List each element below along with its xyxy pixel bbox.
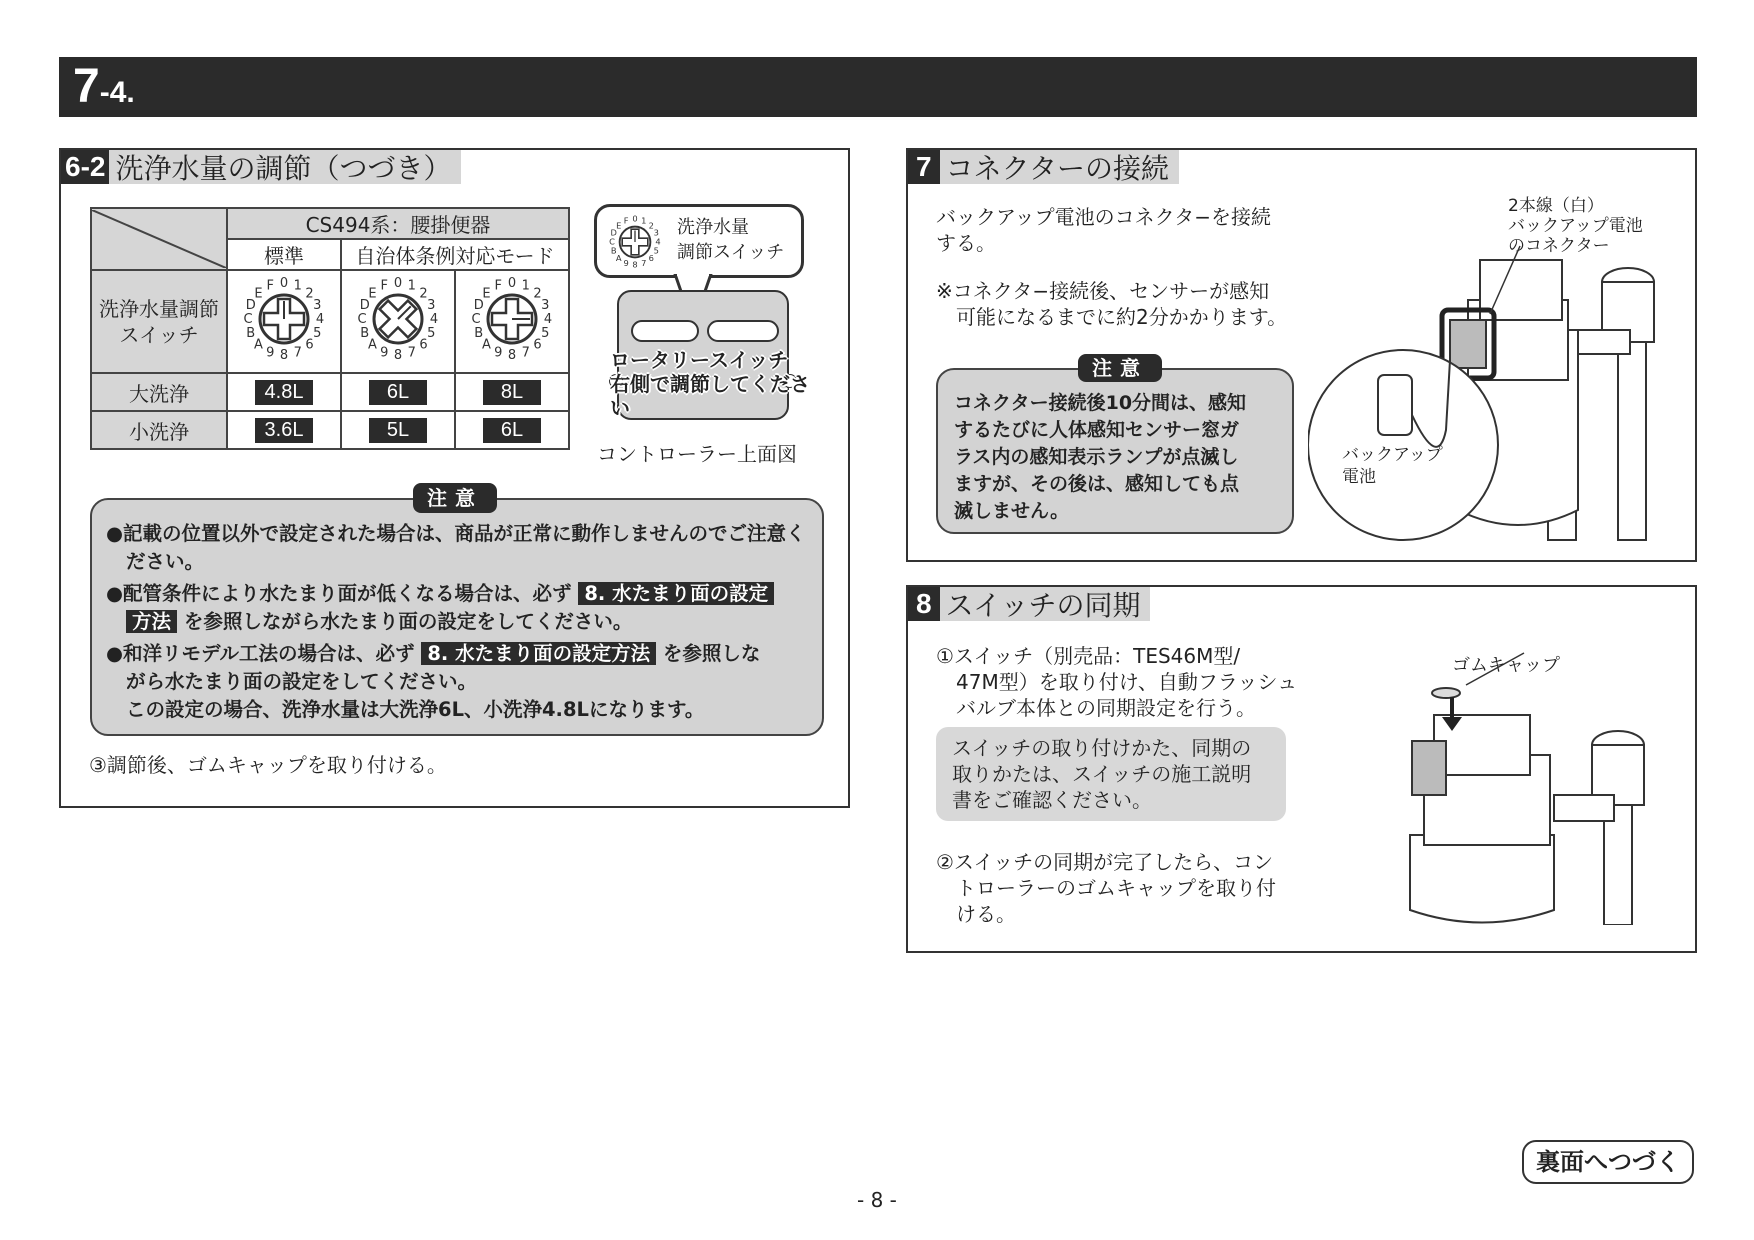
dial-digit: 7 [641, 257, 647, 268]
sec7-caution-text: コネクター接続後10分間は、感知 するたびに人体感知センサー窓ガ ラス内の感知表示ランプが点滅し ますが、その後は、感知しても点 滅しません。 [954, 392, 1247, 522]
row-small-label: 小洗浄 [91, 411, 227, 449]
label-wire: 2本線（白） バックアップ電池 のコネクター [1508, 196, 1643, 256]
table-corner [91, 208, 227, 270]
heading-number: 8 [908, 587, 940, 621]
cell-large-3: 8L [455, 373, 569, 411]
dial-cell-1 [227, 270, 341, 373]
rotary-dial-icon [603, 210, 667, 274]
dial-digit: B [246, 325, 256, 341]
dial-digit: 0 [632, 213, 638, 224]
link-water-surface-cont[interactable]: 方法 [126, 610, 177, 633]
heading-number: 6-2 [61, 150, 109, 184]
dial-digit: D [245, 298, 256, 314]
dial-digit: B [360, 325, 370, 341]
dial-digit: 4 [429, 312, 439, 327]
rotary-label: ロータリースイッチ 右側で調節してください [610, 348, 810, 420]
dial-digit: 8 [632, 259, 638, 270]
dial-digit: 4 [655, 236, 661, 247]
dial-digit: 2 [648, 220, 654, 231]
dial-digit: C [471, 312, 481, 327]
dial-digit: 9 [623, 257, 629, 268]
dial-digit: 1 [407, 278, 416, 294]
cell-large-1: 4.8L [227, 373, 341, 411]
caution-tag: 注意 [413, 483, 497, 513]
label-rubber-cap: ゴムキャップ [1452, 655, 1560, 676]
dial-digit: E [616, 220, 622, 231]
rubber-cap-illustration [1404, 645, 1664, 925]
heading-title: 洗浄水量の調節（つづき） [115, 152, 452, 185]
col-standard: 標準 [227, 239, 341, 270]
heading-8 [908, 587, 1150, 621]
dial-digit: 0 [507, 276, 517, 291]
caution-item-1: ●記載の位置以外で設定された場合は、商品が正常に動作しませんのでご注意ください。 [106, 522, 806, 573]
rotary-dial-icon [348, 271, 448, 367]
dial-digit: 9 [266, 345, 275, 361]
dial-digit: 2 [533, 286, 542, 302]
heading-title: コネクターの接続 [945, 152, 1170, 185]
dial-digit: A [254, 337, 263, 353]
sec7-caution-box [936, 368, 1294, 534]
section-header-bar [59, 57, 1697, 117]
step-3: ③調節後、ゴムキャップを取り付ける。 [89, 753, 447, 777]
controller-caption: コントローラー上面図 [597, 442, 797, 466]
sec8-info-box: スイッチの取り付けかた、同期の 取りかたは、スイッチの施工説明 書をご確認ください。 [936, 727, 1286, 821]
dial-cell-3 [455, 270, 569, 373]
cell-large-2: 6L [341, 373, 455, 411]
dial-digit: 3 [313, 298, 322, 314]
switch-slot [631, 320, 699, 342]
dial-digit: 5 [427, 325, 436, 341]
dial-digit: E [368, 286, 377, 302]
dial-digit: A [368, 337, 377, 353]
row-switch-label: 洗浄水量調節 スイッチ [91, 270, 227, 373]
dial-digit: 5 [541, 325, 550, 341]
dial-digit: 1 [641, 215, 647, 226]
panel-8 [906, 585, 1697, 953]
sec8-step1: ①スイッチ（別売品：TES46M型/ 47M型）を取り付け、自動フラッシュ バルブ本体との同期設定を行う。 [936, 644, 1298, 720]
link-water-surface-method[interactable]: 8. 水たまり面の設定方法 [421, 642, 656, 665]
dial-digit: 7 [293, 345, 302, 361]
dial-digit: 7 [407, 345, 416, 361]
group-header: CS494系：腰掛便器 [227, 208, 569, 239]
dial-digit: E [254, 286, 263, 302]
dial-digit: 1 [293, 278, 302, 294]
switch-callout [594, 204, 804, 278]
cell-small-1: 3.6L [227, 411, 341, 449]
dial-digit: 8 [507, 348, 517, 363]
continue-on-back-button[interactable]: 裏面へつづく [1522, 1140, 1694, 1184]
dial-digit: F [380, 278, 388, 294]
dial-digit: D [610, 227, 617, 238]
dial-digit: D [473, 298, 484, 314]
dial-digit: 8 [279, 348, 289, 363]
sec7-instruction: バックアップ電池のコネクタ−を接続 する。 [936, 205, 1271, 255]
dial-digit: 9 [380, 345, 389, 361]
heading-7 [908, 150, 1179, 184]
sensor-slot [707, 320, 779, 342]
dial-digit: A [615, 252, 622, 263]
dial-digit: 5 [313, 325, 322, 341]
caution-item-2: ●配管条件により水たまり面が低くなる場合は、必ず 8. 水たまり面の設定 方法 を参照しながら水たまり面の設定をしてください。 [106, 580, 814, 636]
dial-digit: 6 [648, 252, 654, 263]
dial-digit: C [609, 236, 615, 247]
dial-digit: 2 [419, 286, 428, 302]
dial-digit: 0 [279, 276, 289, 291]
col-municipal: 自治体条例対応モード [341, 239, 569, 270]
dial-digit: 7 [521, 345, 530, 361]
dial-digit: 0 [393, 276, 403, 291]
panel-6-2 [59, 148, 850, 808]
dial-digit: F [266, 278, 274, 294]
battery-connector-illustration [1308, 210, 1698, 550]
dial-digit: 6 [305, 337, 314, 353]
callout-text: 洗浄水量 調節スイッチ [677, 217, 785, 263]
caution-box [90, 498, 824, 736]
dial-digit: 3 [427, 298, 436, 314]
page-number: - 8 - [857, 1188, 897, 1212]
sec7-caution-tag: 注意 [1078, 354, 1162, 382]
heading-title: スイッチの同期 [945, 589, 1141, 622]
dial-digit: A [482, 337, 491, 353]
panel-7 [906, 148, 1697, 562]
label-battery: バックアップ 電池 [1342, 445, 1443, 487]
dial-digit: 3 [653, 227, 659, 238]
heading-number: 7 [908, 150, 940, 184]
caution-text [106, 520, 814, 724]
dial-cell-2 [341, 270, 455, 373]
dial-digit: 3 [541, 298, 550, 314]
dial-digit: C [357, 312, 367, 327]
row-large-label: 大洗浄 [91, 373, 227, 411]
rotary-dial-icon [462, 271, 562, 367]
dial-digit: B [474, 325, 484, 341]
cell-small-3: 6L [455, 411, 569, 449]
dial-digit: C [243, 312, 253, 327]
sec7-note: ※コネクタ−接続後、センサーが感知 可能になるまでに約2分かかります。 [936, 279, 1288, 329]
rotary-dial-icon [234, 271, 334, 367]
dial-digit: F [494, 278, 502, 294]
dial-digit: D [359, 298, 370, 314]
dial-digit: 4 [315, 312, 325, 327]
dial-digit: 1 [521, 278, 530, 294]
dial-digit: 8 [393, 348, 403, 363]
sec8-step2: ②スイッチの同期が完了したら、コン トローラーのゴムキャップを取り付 ける。 [936, 850, 1276, 926]
dial-digit: 6 [533, 337, 542, 353]
dial-digit: F [623, 215, 629, 226]
dial-digit: 5 [653, 245, 659, 256]
caution-item-3: ●和洋リモデル工法の場合は、必ず 8. 水たまり面の設定方法 を参照しな がら水たまり面の設定をしてください。 この設定の場合、洗浄水量は大洗浄6L、小洗浄4.8Lになります。 [106, 642, 761, 721]
dial-digit: 9 [494, 345, 503, 361]
diagonal-line [92, 210, 226, 268]
cell-small-2: 5L [341, 411, 455, 449]
dial-digit: 2 [305, 286, 314, 302]
dial-digit: 6 [419, 337, 428, 353]
dial-digit: 4 [543, 312, 553, 327]
heading-6-2 [61, 150, 461, 184]
dial-digit: E [482, 286, 491, 302]
link-water-surface[interactable]: 8. 水たまり面の設定 [578, 582, 774, 605]
dial-digit: B [610, 245, 617, 256]
section-number: 7-4. [73, 60, 135, 113]
flush-volume-table [90, 207, 570, 450]
